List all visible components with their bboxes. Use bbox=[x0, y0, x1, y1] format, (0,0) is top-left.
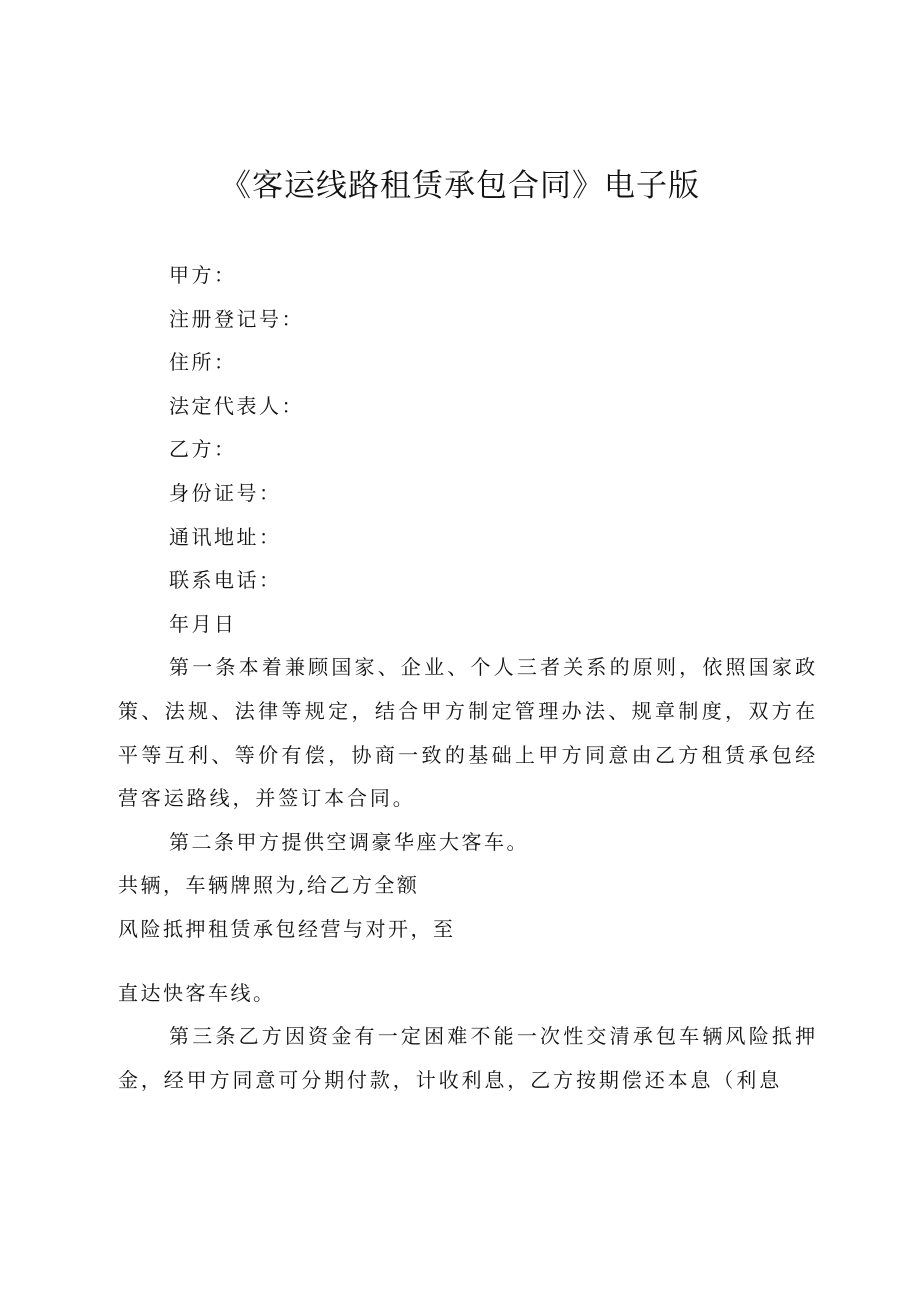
field-mailing-address: 通讯地址： bbox=[169, 524, 282, 549]
article-2-line-3: 风险抵押租赁承包经营与对开，至 bbox=[118, 916, 456, 941]
field-date: 年月日 bbox=[169, 611, 237, 636]
field-party-a: 甲方： bbox=[169, 263, 237, 287]
article-3: 第三条乙方因资金有一定困难不能一次性交清承包车辆风险抵押金，经甲方同意可分期付款，计收利息，乙方按期偿还本息（利息 bbox=[118, 1024, 818, 1092]
article-2-line-2: 共辆，车辆牌照为,给乙方全额 bbox=[118, 873, 420, 898]
field-legal-representative: 法定代表人： bbox=[169, 393, 304, 418]
article-2: 第二条甲方提供空调豪华座大客车。 bbox=[169, 829, 529, 854]
paragraph-gap bbox=[118, 952, 818, 972]
field-phone: 联系电话： bbox=[169, 568, 282, 593]
field-id-number: 身份证号： bbox=[169, 480, 282, 505]
field-registration-number: 注册登记号： bbox=[169, 306, 304, 331]
document-title: 《客运线路租赁承包合同》电子版 bbox=[220, 168, 700, 204]
article-1: 第一条本着兼顾国家、企业、个人三者关系的原则，依照国家政策、法规、法律等规定，结合甲方制定管理办法、规章制度，双方在平等互利、等价有偿，协商一致的基础上甲方同意由乙方租赁承包经营客运路线，并签订本合同。 bbox=[118, 655, 818, 811]
document-body bbox=[118, 254, 818, 1102]
article-2-line-4: 直达快客车线。 bbox=[118, 980, 276, 1005]
field-address: 住所： bbox=[169, 350, 237, 375]
field-party-b: 乙方： bbox=[169, 437, 237, 462]
